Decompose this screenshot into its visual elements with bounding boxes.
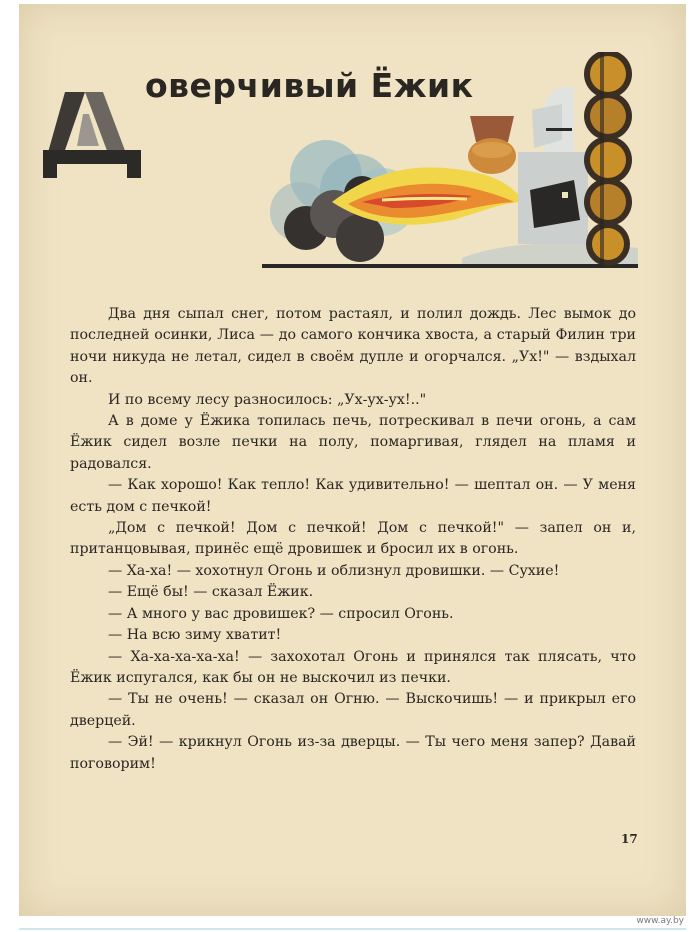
paragraph: А в доме у Ёжика топилась печь, потрескивал в печи огонь, а сам Ёжик сидел возле печки на полу, помаргивая, глядел на пламя и радовался. [70, 413, 636, 472]
divider [19, 928, 686, 930]
story-text [70, 304, 636, 775]
hedgehog-stove-illustration [262, 52, 638, 272]
watermark-text: www.ay.by [636, 916, 684, 926]
paragraph: — Как хорошо! Как тепло! Как удивительно! — шептал он. — У меня есть дом с печкой! [70, 477, 636, 515]
paragraph: Два дня сыпал снег, потом растаял, и полил дождь. Лес вымок до последней осинки, Лиса — до самого кончика хвоста, а старый Филин три ночи никуда не летал, сидел в своём дупле и огорчался. „Ух!" — вздыхал он. [70, 306, 636, 387]
page-title: оверчивый Ёжик [145, 66, 474, 105]
paragraph: — На всю зиму хватит! [108, 627, 282, 644]
paragraph: — Эй! — крикнул Огонь из-за дверцы. — Ты чего меня запер? Давай поговорим! [70, 734, 636, 772]
paragraph: — Ты не очень! — сказал он Огню. — Выскочишь! — и прикрыл его дверцей. [70, 691, 636, 729]
paragraph: — А много у вас дровишек? — спросил Огонь. [108, 605, 454, 622]
paragraph: — Ха-ха-ха-ха-ха! — захохотал Огонь и принялся так плясать, что Ёжик испугался, как бы он не выскочил из печки. [70, 648, 636, 686]
paragraph: И по всему лесу разносилось: „Ух-ух-ух!.." [108, 391, 427, 408]
paragraph: „Дом с печкой! Дом с печкой! Дом с печкой!" — запел он и, пританцовывая, принёс ещё дровишек и бросил их в огонь. [70, 520, 636, 558]
paragraph: — Ещё бы! — сказал Ёжик. [108, 584, 314, 601]
paragraph: — Ха-ха! — хохотнул Огонь и облизнул дровишки. — Сухие! [108, 562, 560, 579]
page-number: 17 [621, 832, 638, 846]
drop-cap-letter [43, 78, 143, 178]
